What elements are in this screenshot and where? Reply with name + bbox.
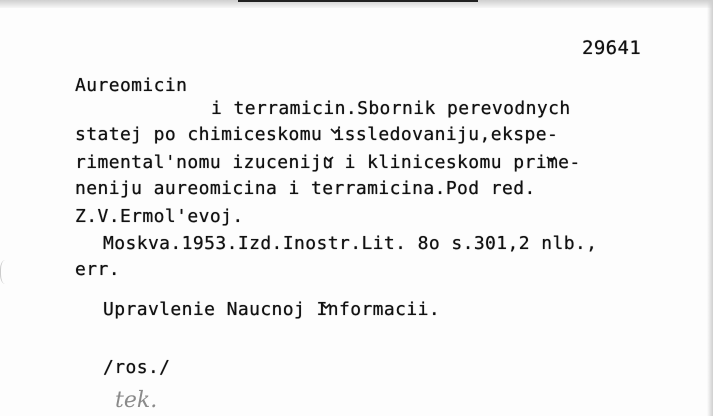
card-line-language: /ros./ — [103, 357, 171, 378]
card-line-imprint: Moskva.1953.Izd.Inostr.Lit. 8o s.301,2 nlb., — [103, 233, 598, 254]
card-line-description: rimental'nomu izuceniju i kliniceskomu prime- — [75, 152, 581, 173]
card-line-description: neniju aureomicina i terramicina.Pod red. — [75, 178, 536, 199]
card-line-editor: Z.V.Ermol'evoj. — [75, 206, 244, 227]
paper-smudge — [0, 260, 13, 284]
hacek-mark — [324, 147, 334, 153]
hacek-mark — [330, 119, 340, 125]
scan-edge-right — [707, 0, 713, 416]
hacek-mark — [321, 294, 331, 300]
card-line-description: statej po chimiceskomu issledovaniju,ekspe- — [75, 124, 559, 145]
card-line-source: Upravlenie Naucnoj Informacii. — [103, 299, 441, 320]
card-line-title-continued: i terramicin.Sbornik perevodnych — [211, 98, 571, 119]
svg-text:tek.: tek. — [115, 388, 158, 413]
card-line-imprint-continued: err. — [75, 259, 120, 280]
hacek-mark — [546, 147, 556, 153]
card-line-title: Aureomicin — [75, 75, 188, 96]
handwritten-note — [113, 385, 201, 415]
accession-number: 29641 — [582, 37, 642, 59]
top-rule — [238, 0, 478, 2]
